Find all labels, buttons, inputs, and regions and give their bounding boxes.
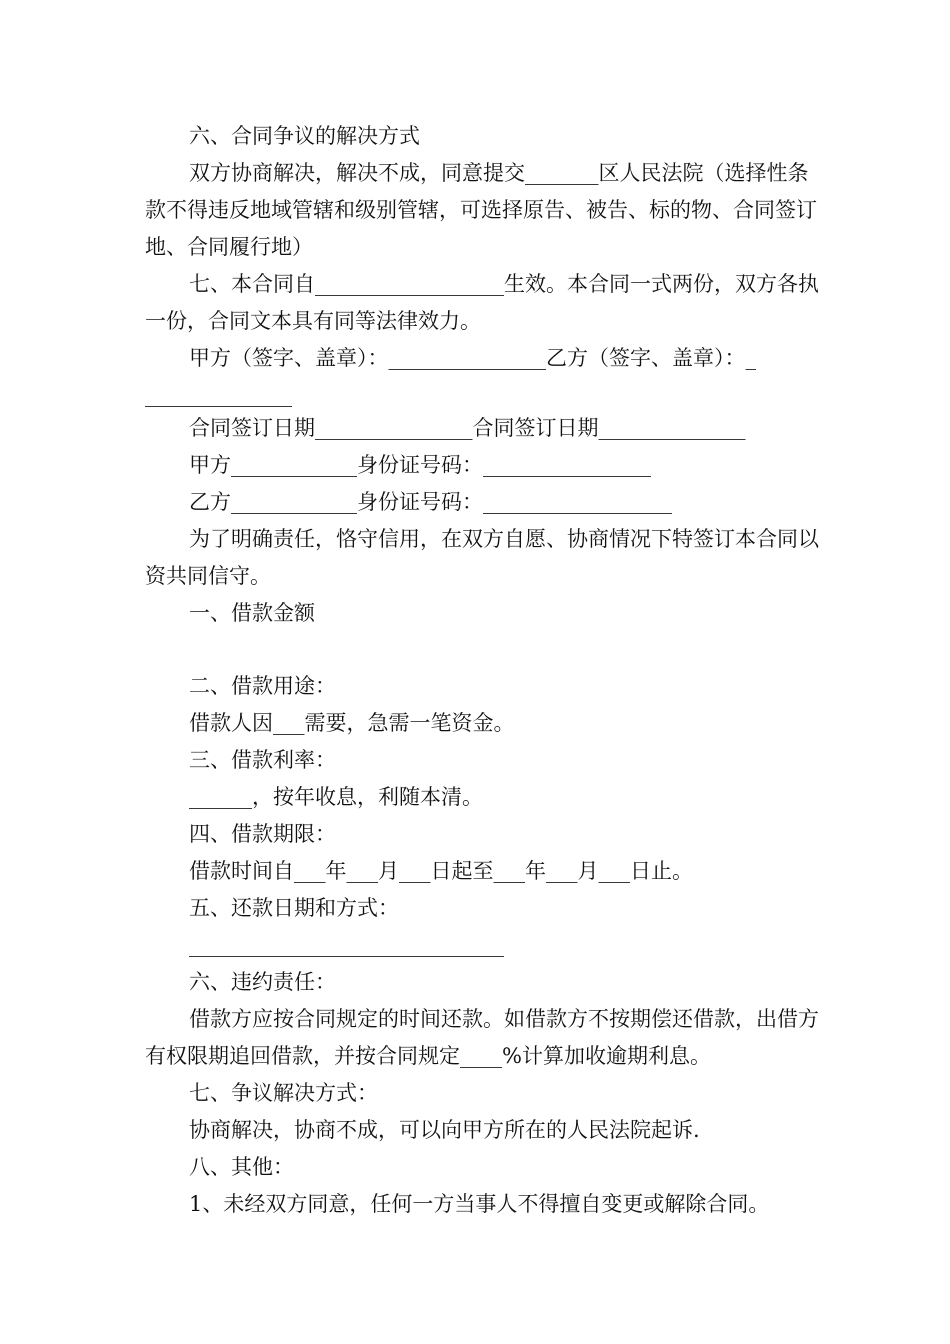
heading-loan-term: 四、借款期限： (189, 822, 336, 846)
blank-spacer (145, 632, 825, 668)
repayment-blank-line: ______________________________ (189, 933, 504, 957)
party-a-id-line: 甲方____________身份证号码：________________ (189, 453, 651, 477)
paragraph-interest-rate: ______，按年收息，利随本清。 (189, 785, 483, 809)
heading-other: 八、其他： (189, 1155, 294, 1179)
signing-date-line: 合同签订日期_______________合同签订日期______________ (189, 416, 746, 440)
paragraph-effective-date: 七、本合同自__________________生效。本合同一式两份，双方各执一份，合同文本具有同等法律效力。 (145, 272, 819, 333)
document-body (145, 118, 825, 1223)
signature-line-parties: 甲方（签字、盖章）：_______________乙方（签字、盖章）：_ (189, 346, 756, 370)
heading-repayment: 五、还款日期和方式： (189, 896, 399, 920)
heading-breach-liability: 六、违约责任： (189, 970, 336, 994)
party-b-id-line: 乙方____________身份证号码：__________________ (189, 490, 672, 514)
heading-loan-purpose: 二、借款用途： (189, 674, 336, 698)
paragraph-loan-purpose: 借款人因___需要，急需一笔资金。 (189, 711, 515, 735)
heading-loan-amount: 一、借款金额 (189, 601, 315, 625)
heading-dispute-resolution: 六、合同争议的解决方式 (189, 124, 420, 148)
paragraph-loan-term: 借款时间自___年___月___日起至___年___月___日止。 (189, 859, 693, 883)
paragraph-dispute-method: 协商解决，协商不成，可以向甲方所在的人民法院起诉. (189, 1118, 700, 1142)
paragraph-court-submission: 双方协商解决，解决不成，同意提交_______区人民法院（选择性条款不得违反地域管辖和级别管辖，可选择原告、被告、标的物、合同签订地、合同履行地） (145, 161, 817, 259)
paragraph-preamble: 为了明确责任，恪守信用，在双方自愿、协商情况下特签订本合同以资共同信守。 (145, 527, 819, 588)
heading-interest-rate: 三、借款利率： (189, 748, 336, 772)
paragraph-breach-liability: 借款方应按合同规定的时间还款。如借款方不按期偿还借款，出借方有权限期追回借款，并按合同规定____%计算加收逾期利息。 (145, 1007, 819, 1068)
paragraph-other-item-1: 1、未经双方同意，任何一方当事人不得擅自变更或解除合同。 (189, 1192, 770, 1216)
heading-dispute-method: 七、争议解决方式： (189, 1081, 378, 1105)
signature-line-continuation: ______________ (145, 383, 292, 407)
